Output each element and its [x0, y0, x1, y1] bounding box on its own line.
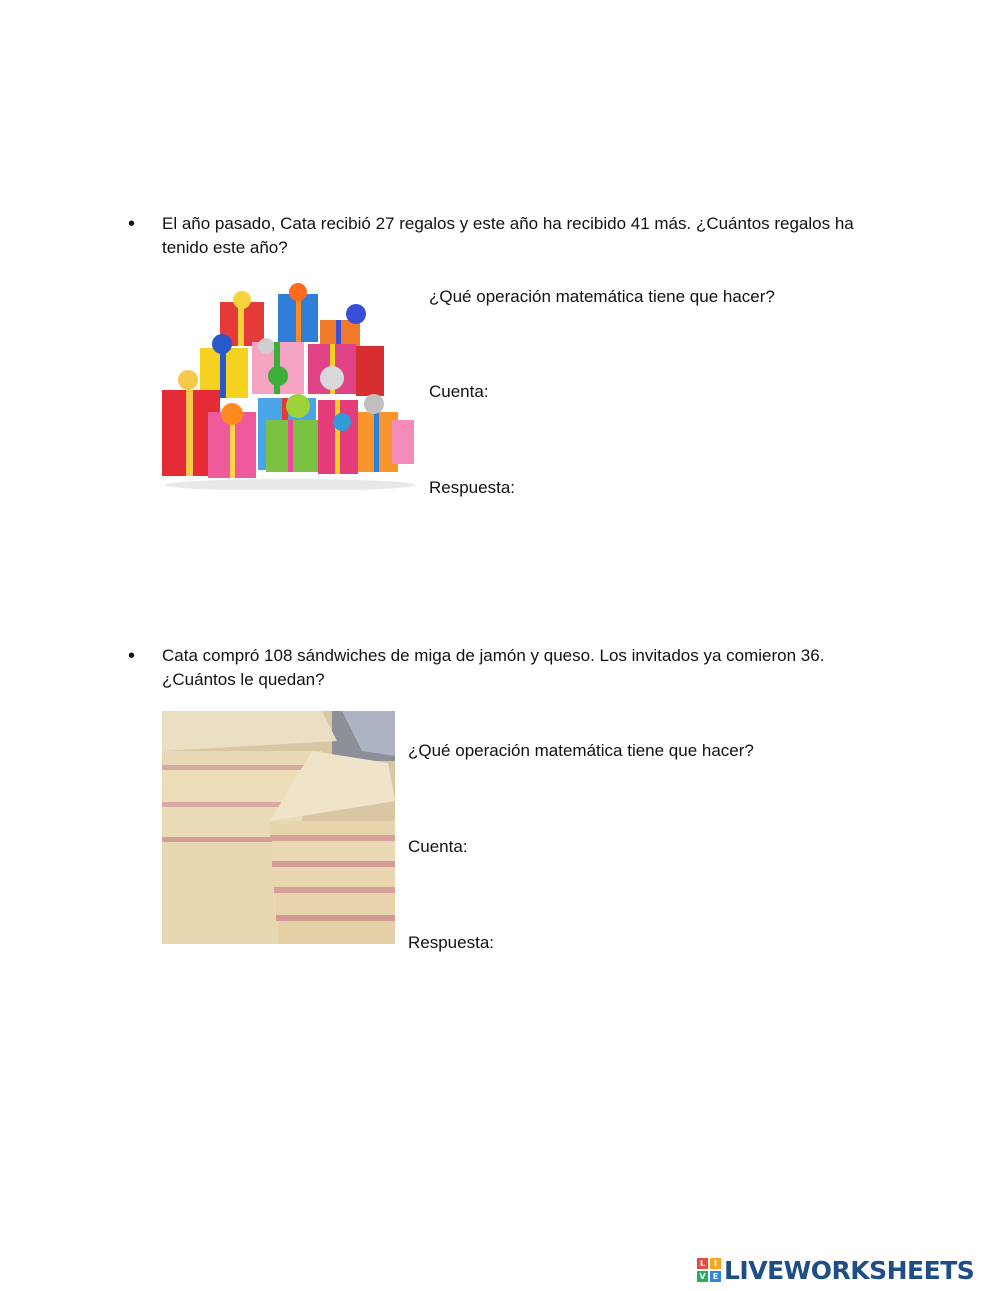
liveworksheets-logo	[697, 1254, 974, 1286]
count-label: Cuenta:	[429, 382, 489, 401]
logo-block: V	[697, 1271, 708, 1282]
operation-question: ¿Qué operación matemática tiene que hacer?	[429, 287, 775, 306]
count-label: Cuenta:	[408, 837, 468, 856]
operation-question: ¿Qué operación matemática tiene que hacer?	[408, 741, 754, 760]
logo-block: E	[710, 1271, 721, 1282]
problem-text: El año pasado, Cata recibió 27 regalos y este año ha recibido 41 más. ¿Cuántos regalos ha tenido este año?	[162, 214, 854, 257]
bullet: •	[128, 213, 136, 235]
sandwiches-photo-icon	[162, 711, 395, 944]
logo-block: I	[710, 1258, 721, 1269]
logo-blocks-icon	[697, 1258, 721, 1282]
bullet: •	[128, 645, 136, 667]
logo-block: L	[697, 1258, 708, 1269]
gifts-photo-icon	[160, 280, 418, 490]
answer-label: Respuesta:	[408, 933, 494, 952]
logo-text: LIVEWORKSHEETS	[724, 1255, 975, 1285]
problem-text: Cata compró 108 sándwiches de miga de jamón y queso. Los invitados ya comieron 36. ¿Cuántos le quedan?	[162, 646, 825, 689]
answer-label: Respuesta:	[429, 478, 515, 497]
